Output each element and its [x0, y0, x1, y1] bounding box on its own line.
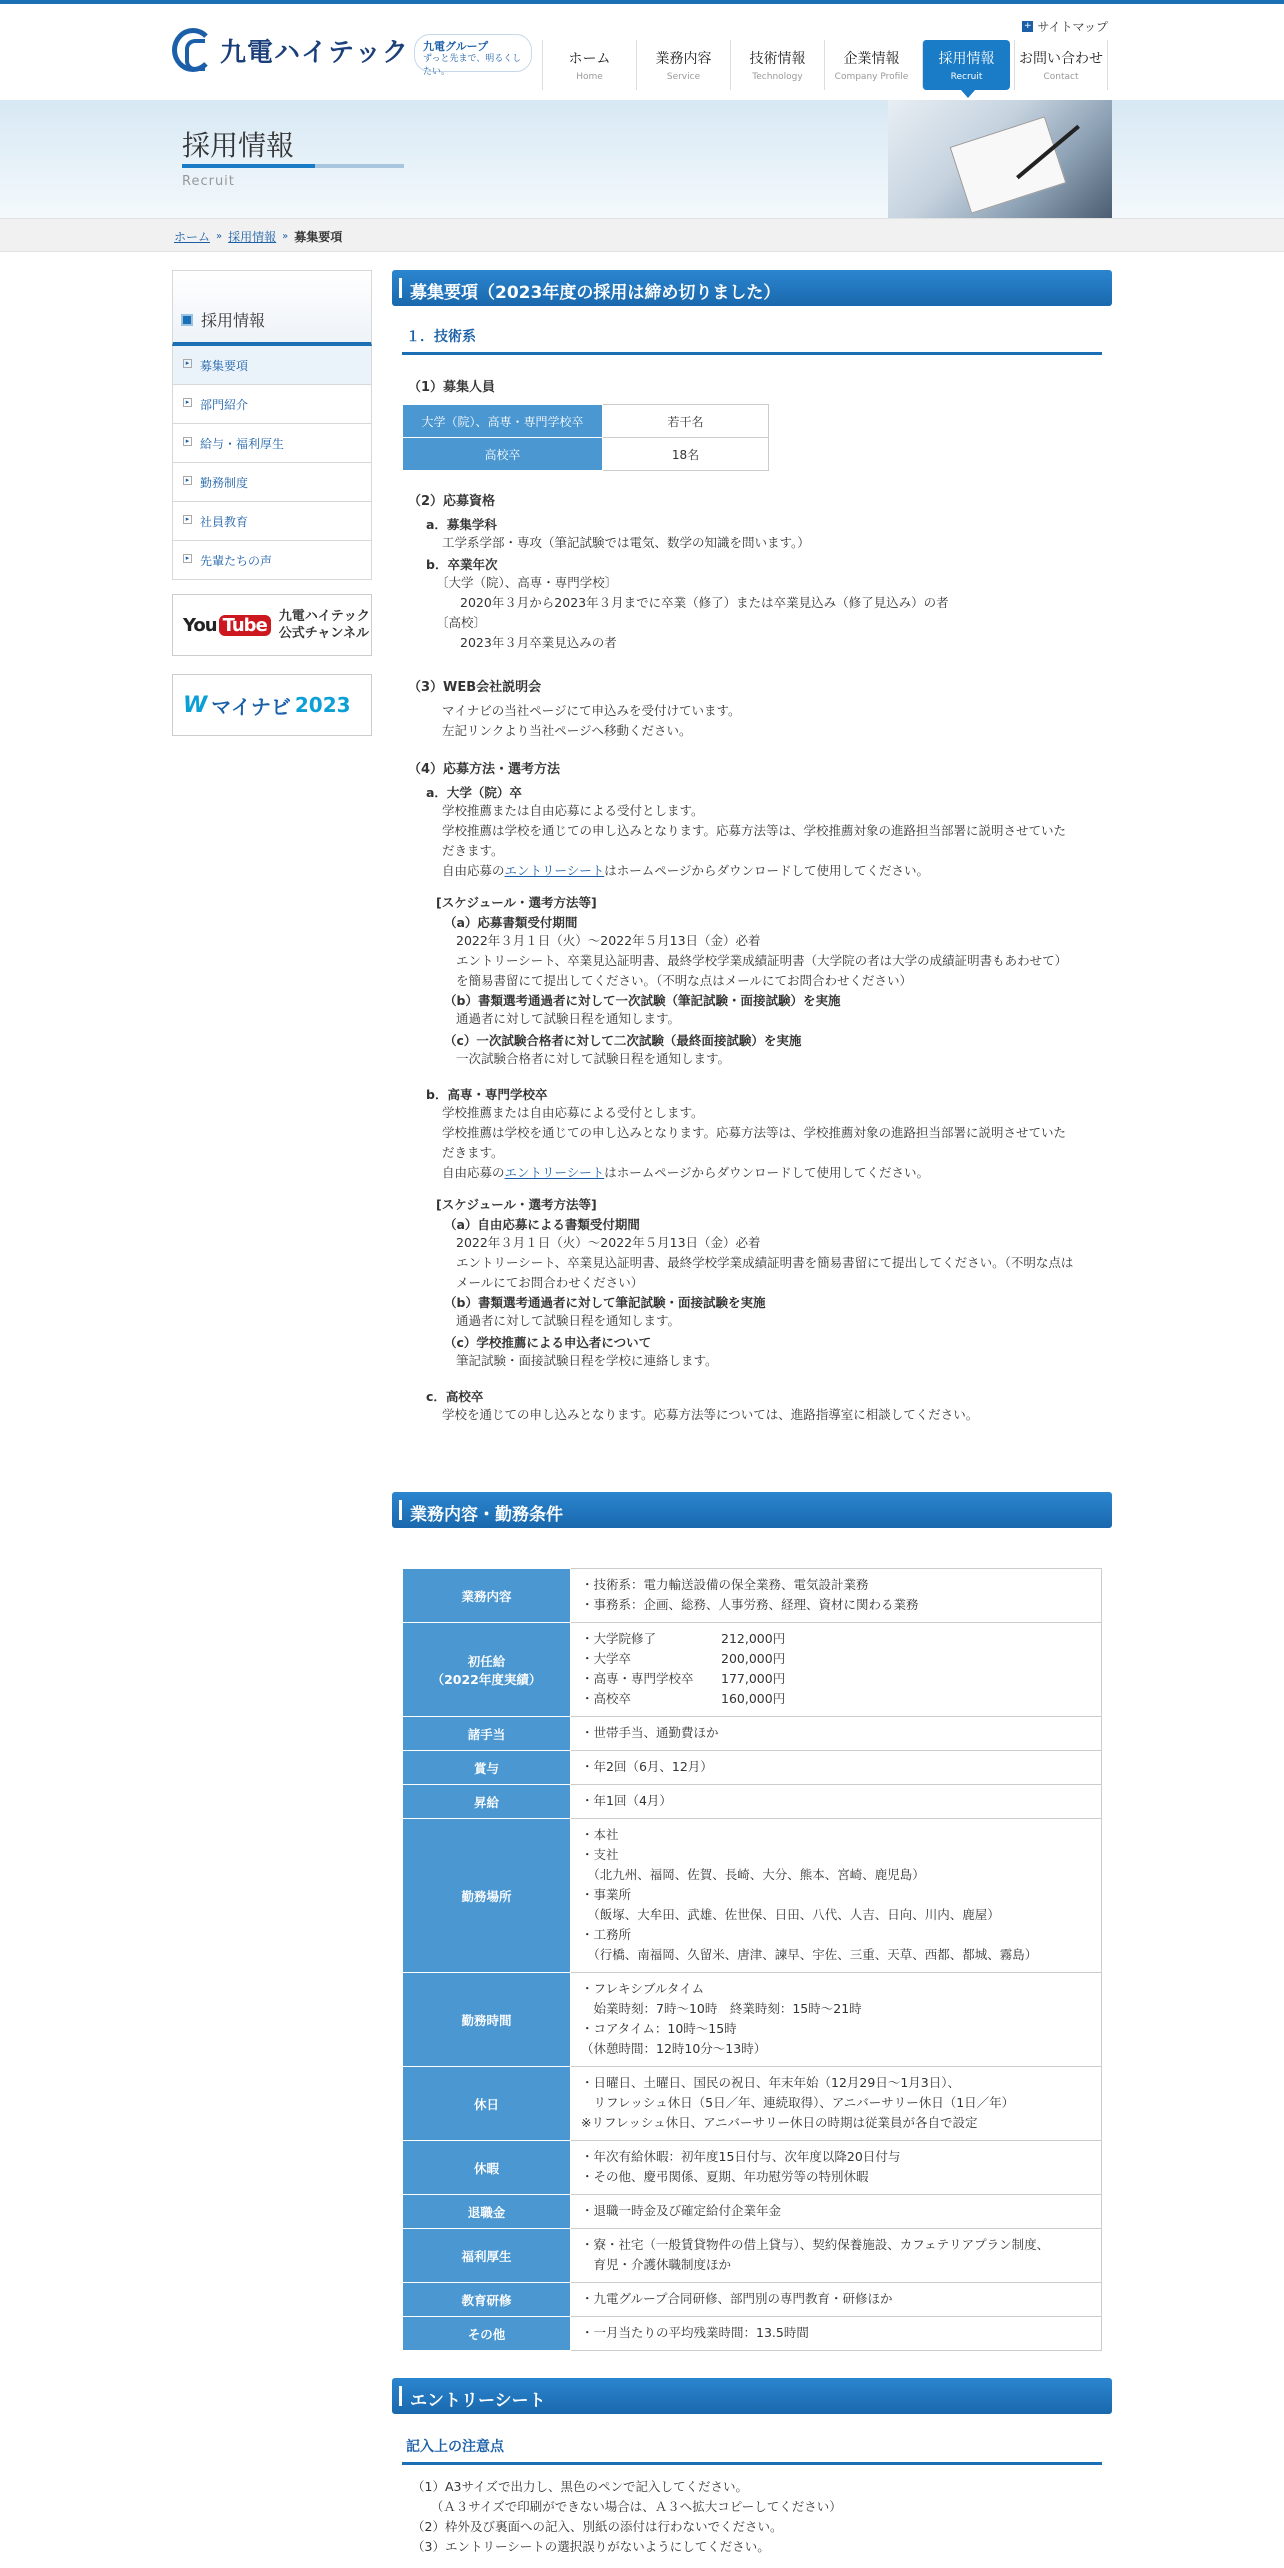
- table-row: [403, 405, 769, 438]
- nav-home-label: ホーム: [568, 51, 611, 67]
- apply-b-schedule-title: [スケジュール・選考方法等]: [436, 1197, 597, 1212]
- nav-service[interactable]: [636, 40, 730, 90]
- table-cell: 若干名: [603, 405, 769, 438]
- salary-value: 177,000円: [721, 1671, 786, 1686]
- breadcrumb-recruit[interactable]: 採用情報: [228, 230, 277, 244]
- youtube-logo-you: You: [183, 614, 217, 636]
- cell-line: ・本社: [581, 1827, 619, 1842]
- sidebar-item-salary[interactable]: [172, 424, 372, 463]
- cell-line: ・支社: [581, 1847, 619, 1862]
- entry-sheet-link[interactable]: エントリーシート: [504, 863, 605, 878]
- table-cell: ・九電グループ合同研修、部門別の専門教育・研修ほか: [571, 2283, 1102, 2317]
- table-cell: [571, 2067, 1102, 2141]
- salary-row: [581, 1629, 1091, 1649]
- logo-text: 九電ハイテック: [220, 37, 410, 68]
- cell-line: ※リフレッシュ休日、アニバーサリー休日の時期は従業員が各自で設定: [581, 2115, 978, 2130]
- subheading-technical: １．技術系: [402, 326, 1102, 355]
- table-row: [403, 2283, 1102, 2317]
- breadcrumb-current: 募集要項: [294, 230, 343, 244]
- salary-value: 160,000円: [721, 1691, 786, 1706]
- cell-line: リフレッシュ休日（5日／年、連続取得）、アニバーサリー休日（1日／年）: [581, 2095, 1015, 2110]
- apply-b-step1-line2: エントリーシート、卒業見込証明書、最終学校学業成績証明書を簡易書留にて提出してください。（不明な点は: [456, 1255, 1074, 1270]
- section-heading-requirements: 募集要項（2023年度の採用は締め切りました）: [392, 270, 1112, 306]
- youtube-logo-tube: Tube: [219, 615, 271, 636]
- nav-home[interactable]: [542, 40, 636, 90]
- youtube-banner-line2: 公式チャンネル: [278, 626, 370, 641]
- arrow-right-icon: ▸: [183, 476, 192, 485]
- table-cell: ・世帯手当、通勤費ほか: [571, 1717, 1102, 1751]
- apply-method-block: [392, 758, 1112, 1425]
- web-line2: 左記リンクより当社ページへ移動ください。: [442, 723, 692, 738]
- title-underline: [182, 164, 404, 168]
- mynavi-mark-icon: W: [183, 692, 208, 718]
- breadcrumb-bar: [0, 218, 1284, 252]
- qual-a-title: a．募集学科: [426, 517, 497, 532]
- global-nav: [542, 40, 1108, 90]
- mynavi-banner[interactable]: [172, 674, 372, 736]
- apply-b-step2-line1: 通過者に対して試験日程を通知します。: [456, 1313, 681, 1328]
- table-row: [403, 1569, 1102, 1623]
- salary-key: ・大学卒: [581, 1651, 632, 1666]
- table-header-cell: 退職金: [403, 2195, 571, 2229]
- note-line: （2）枠外及び裏面への記入、別紙の添付は行わないでください。: [412, 2519, 783, 2534]
- sidebar-item-departments[interactable]: [172, 385, 372, 424]
- cell-line: （休憩時間：12時10分～13時）: [581, 2041, 767, 2056]
- logo-mark-icon: [172, 28, 214, 72]
- qual-b-title: b．卒業年次: [426, 557, 498, 572]
- nav-service-sublabel: Service: [666, 72, 701, 82]
- nav-company-sublabel: Company Profile: [834, 72, 909, 82]
- table-header-cell: 賞与: [403, 1751, 571, 1785]
- table-row: [403, 2067, 1102, 2141]
- page-title-band: [0, 100, 1284, 218]
- apply-a-step2-line1: 通過者に対して試験日程を通知します。: [456, 1011, 681, 1026]
- table-row: [403, 2195, 1102, 2229]
- nav-recruit-sublabel: Recruit: [950, 72, 983, 82]
- table-cell: ・年1回（4月）: [571, 1785, 1102, 1819]
- apply-a-title: a．大学（院）卒: [426, 785, 522, 800]
- table-header-cell: 大学（院）、高専・専門学校卒: [403, 405, 603, 438]
- salary-value: 200,000円: [721, 1651, 786, 1666]
- cell-line: ・寮・社宅（一般賃貸物件の借上貸与）、契約保養施設、カフェテリアプラン制度、: [581, 2237, 1050, 2252]
- table-header-cell: 諸手当: [403, 1717, 571, 1751]
- nav-recruit-label: 採用情報: [938, 51, 995, 67]
- main-content: [392, 270, 1112, 2554]
- recruit-count-table: [402, 404, 769, 471]
- section-heading-conditions: 業務内容・勤務条件: [392, 1492, 1112, 1528]
- sidebar-item-label: 勤務制度: [200, 476, 249, 490]
- cell-line: （飯塚、大牟田、武雄、佐世保、日田、八代、人吉、日向、川内、鹿屋）: [581, 1907, 1000, 1922]
- h-recruits: （1）募集人員: [408, 380, 496, 395]
- site-header: [0, 4, 1284, 100]
- subheading-notes: 記入上の注意点: [402, 2436, 1102, 2465]
- apply-c-line1: 学校を通じての申し込みとなります。応募方法等については、進路指導室に相談してください。: [442, 1407, 979, 1422]
- company-logo[interactable]: [172, 28, 409, 72]
- nav-company-label: 企業情報: [843, 51, 900, 67]
- table-cell: [571, 1819, 1102, 1973]
- youtube-logo: [183, 615, 271, 636]
- cell-line: ・事業所: [581, 1887, 632, 1902]
- youtube-banner-text: [279, 608, 370, 642]
- cell-line: （北九州、福岡、佐賀、長崎、大分、熊本、宮崎、鹿児島）: [581, 1867, 925, 1882]
- apply-a-step1-line3: を簡易書留にて提出してください。（不明な点はメールにてお問合わせください）: [456, 973, 913, 988]
- table-row: [403, 2141, 1102, 2195]
- table-cell: [571, 1623, 1102, 1717]
- group-logo-slogan: ずっと先まで、明るくしたい。: [423, 54, 522, 77]
- group-logo-title: 九電グループ: [423, 40, 489, 53]
- nav-technology-label: 技術情報: [749, 51, 806, 67]
- table-row: [403, 1819, 1102, 1973]
- table-header-cell: 高校卒: [403, 438, 603, 471]
- cell-line: ・事務系：企画、総務、人事労務、経理、資材に関わる業務: [581, 1597, 919, 1612]
- qual-b-line3: 〔高校〕: [436, 615, 487, 630]
- sidebar: [172, 270, 372, 736]
- cell-line: 育児・介護休職制度ほか: [581, 2257, 732, 2272]
- arrow-right-icon: ▸: [183, 359, 192, 368]
- qualification-block: [392, 490, 1112, 653]
- table-cell: ・一月当たりの平均残業時間：13.5時間: [571, 2317, 1102, 2351]
- apply-b-step1: （a）自由応募による書類受付期間: [444, 1217, 640, 1232]
- sidebar-item-label: 給与・福利厚生: [200, 437, 285, 451]
- table-header-cell: 休日: [403, 2067, 571, 2141]
- apply-a-step1: （a）応募書類受付期間: [444, 915, 578, 930]
- apply-b-line4: [442, 1163, 1112, 1183]
- cell-line: ・技術系：電力輸送設備の保全業務、電気設計業務: [581, 1577, 869, 1592]
- header-photo: [888, 100, 1112, 218]
- mynavi-text: マイナビ: [211, 694, 291, 719]
- salary-key: ・高専・専門学校卒: [581, 1671, 694, 1686]
- apply-a-line2: 学校推薦は学校を通じての申し込みとなります。応募方法等は、学校推薦対象の進路担当部署に説明させていた: [442, 823, 1067, 838]
- mynavi-year: 2023: [294, 693, 351, 717]
- apply-a-schedule-title: [スケジュール・選考方法等]: [436, 895, 597, 910]
- plus-icon: +: [1024, 21, 1032, 31]
- table-row: [403, 1785, 1102, 1819]
- arrow-right-icon: ▸: [183, 554, 192, 563]
- nav-home-sublabel: Home: [576, 72, 603, 82]
- table-header-cell: 休暇: [403, 2141, 571, 2195]
- text-span: 自由応募の: [442, 863, 505, 878]
- salary-row: [581, 1689, 1091, 1709]
- arrow-right-icon: ▸: [183, 515, 192, 524]
- nav-company[interactable]: [824, 40, 918, 90]
- apply-a-step1-line2: エントリーシート、卒業見込証明書、最終学校学業成績証明書（大学院の者は大学の成績証明書もあわせて）: [456, 953, 1068, 968]
- apply-b-line2: 学校推薦は学校を通じての申し込みとなります。応募方法等は、学校推薦対象の進路担当部署に説明させていた: [442, 1125, 1067, 1140]
- note-line: （1）A3サイズで出力し、黒色のペンで記入してください。: [412, 2479, 748, 2494]
- entry-sheet-link[interactable]: エントリーシート: [504, 1165, 605, 1180]
- note-line: （Ａ３サイズで印刷ができない場合は、Ａ３へ拡大コピーしてください）: [412, 2499, 842, 2514]
- text-span: 自由応募の: [442, 1165, 505, 1180]
- table-header-cell: 勤務場所: [403, 1819, 571, 1973]
- arrow-right-icon: ▸: [183, 437, 192, 446]
- salary-key: ・高校卒: [581, 1691, 632, 1706]
- cell-line: ・その他、慶弔関係、夏期、年功慰労等の特別休暇: [581, 2169, 869, 2184]
- breadcrumb-home[interactable]: ホーム: [174, 230, 211, 244]
- table-cell: [571, 2229, 1102, 2283]
- page-title-en: Recruit: [182, 174, 235, 189]
- web-line1: マイナビの当社ページにて申込みを受付けています。: [442, 703, 741, 718]
- salary-key: ・大学院修了: [581, 1631, 657, 1646]
- table-cell: [571, 1973, 1102, 2067]
- breadcrumb: [174, 228, 342, 245]
- nav-contact-label: お問い合わせ: [1019, 51, 1103, 67]
- apply-a-step1-line1: 2022年３月１日（火）～2022年５月13日（金）必着: [456, 933, 761, 948]
- qual-a-text: 工学系学部・専攻（筆記試験では電気、数学の知識を問います。）: [442, 535, 810, 550]
- sidebar-title: 採用情報: [201, 311, 266, 330]
- sidebar-item-label: 先輩たちの声: [200, 554, 273, 568]
- sidebar-item-voices[interactable]: [172, 541, 372, 580]
- youtube-banner-line1: 九電ハイテック: [278, 609, 370, 624]
- qual-b-line4: 2023年３月卒業見込みの者: [460, 635, 617, 650]
- sidebar-item-label: 募集要項: [200, 359, 249, 373]
- apply-b-step1-line1: 2022年３月１日（火）～2022年５月13日（金）必着: [456, 1235, 761, 1250]
- sitemap-link[interactable]: [1022, 18, 1108, 35]
- table-header-cell: 業務内容: [403, 1569, 571, 1623]
- salary-label-sub: （2022年度実績）: [431, 1671, 542, 1687]
- sidebar-item-label: 社員教育: [200, 515, 249, 529]
- sitemap-label: サイトマップ: [1037, 20, 1108, 34]
- chevron-right-icon: »: [282, 231, 289, 242]
- table-cell: ・退職一時金及び確定給付企業年金: [571, 2195, 1102, 2229]
- arrow-right-icon: ▸: [183, 398, 192, 407]
- sidebar-item-education[interactable]: [172, 502, 372, 541]
- salary-value: 212,000円: [721, 1631, 786, 1646]
- nav-service-label: 業務内容: [655, 51, 712, 67]
- text-span: はホームページからダウンロードして使用してください。: [604, 1165, 930, 1180]
- h-apply-method: （4）応募方法・選考方法: [408, 762, 561, 777]
- note-line: （3）エントリーシートの選択誤りがないようにしてください。: [412, 2539, 770, 2554]
- mynavi-logo: [183, 691, 351, 720]
- nav-recruit[interactable]: [922, 40, 1010, 90]
- youtube-channel-banner[interactable]: [172, 594, 372, 656]
- table-row: [403, 1751, 1102, 1785]
- apply-b-line3: だきます。: [442, 1145, 504, 1160]
- cell-line: 始業時刻：7時～10時 終業時刻：15時～21時: [581, 2001, 862, 2016]
- notepad-image: [950, 116, 1067, 213]
- apply-a-line3: だきます。: [442, 843, 504, 858]
- cell-line: （行橋、南福岡、久留米、唐津、諫早、宇佐、三重、天草、西都、都城、霧島）: [581, 1947, 1038, 1962]
- apply-b-step3: （c）学校推薦による申込者について: [444, 1335, 652, 1350]
- apply-a-step3: （c）一次試験合格者に対して二次試験（最終面接試験）を実施: [444, 1033, 802, 1048]
- apply-b-title: b．高専・専門学校卒: [426, 1087, 548, 1102]
- qual-b-line2: 2020年３月から2023年３月までに卒業（修了）または卒業見込み（修了見込み）の者: [460, 595, 949, 610]
- square-bullet-icon: [181, 314, 193, 326]
- nav-technology[interactable]: [730, 40, 824, 90]
- apply-a-line1: 学校推薦または自由応募による受付とします。: [442, 803, 704, 818]
- salary-row: [581, 1669, 1091, 1689]
- table-header-cell: 教育研修: [403, 2283, 571, 2317]
- apply-a-step3-line1: 一次試験合格者に対して試験日程を通知します。: [456, 1051, 731, 1066]
- salary-label: 初任給: [467, 1653, 506, 1669]
- apply-b-line1: 学校推薦または自由応募による受付とします。: [442, 1105, 704, 1120]
- table-row: [403, 438, 769, 471]
- table-header-cell: [403, 1623, 571, 1717]
- nav-contact[interactable]: [1014, 40, 1108, 90]
- apply-b-step3-line1: 筆記試験・面接試験日程を学校に連絡します。: [456, 1353, 718, 1368]
- apply-b-step2: （b）書類選考通過者に対して筆記試験・面接試験を実施: [444, 1295, 766, 1310]
- cell-line: ・日曜日、土曜日、国民の祝日、年末年始（12月29日～1月3日）、: [581, 2075, 960, 2090]
- page-title: 採用情報: [182, 129, 295, 162]
- cell-line: ・フレキシブルタイム: [581, 1981, 705, 1996]
- sidebar-header: [172, 270, 372, 346]
- table-row: [403, 2229, 1102, 2283]
- chevron-right-icon: »: [216, 231, 223, 242]
- table-cell: 18名: [603, 438, 769, 471]
- table-row: [403, 1973, 1102, 2067]
- apply-b-step1-line3: メールにてお問合わせください）: [456, 1275, 644, 1290]
- h-web-briefing: （3）WEB会社説明会: [408, 680, 542, 695]
- table-header-cell: その他: [403, 2317, 571, 2351]
- cell-line: ・年次有給休暇：初年度15日付与、次年度以降20日付与: [581, 2149, 901, 2164]
- apply-a-line4: [442, 861, 1112, 881]
- sidebar-item-label: 部門紹介: [200, 398, 249, 412]
- entry-notes-block: [392, 2436, 1112, 2557]
- table-row: [403, 1717, 1102, 1751]
- table-header-cell: 福利厚生: [403, 2229, 571, 2283]
- text-span: はホームページからダウンロードして使用してください。: [604, 863, 930, 878]
- table-cell: [571, 2141, 1102, 2195]
- sidebar-item-requirements[interactable]: [172, 346, 372, 385]
- table-row: [403, 2317, 1102, 2351]
- apply-a-step2: （b）書類選考通過者に対して一次試験（筆記試験・面接試験）を実施: [444, 993, 841, 1008]
- conditions-table: [402, 1568, 1102, 2351]
- table-header-cell: 昇給: [403, 1785, 571, 1819]
- web-briefing-block: [392, 676, 1112, 741]
- recruit-count-heading: [392, 376, 495, 395]
- section-heading-entry-sheet: エントリーシート: [392, 2378, 1112, 2414]
- table-cell: [571, 1569, 1102, 1623]
- group-logo[interactable]: [414, 34, 532, 77]
- cell-line: ・コアタイム：10時～15時: [581, 2021, 737, 2036]
- h-qualification: （2）応募資格: [408, 494, 496, 509]
- salary-row: [581, 1649, 1091, 1669]
- table-row: [403, 1623, 1102, 1717]
- nav-contact-sublabel: Contact: [1043, 72, 1079, 82]
- nav-technology-sublabel: Technology: [752, 72, 803, 82]
- table-header-cell: 勤務時間: [403, 1973, 571, 2067]
- qual-b-line1: 〔大学（院）、高専・専門学校〕: [436, 575, 618, 590]
- table-cell: ・年2回（6月、12月）: [571, 1751, 1102, 1785]
- cell-line: ・工務所: [581, 1927, 632, 1942]
- apply-c-title: c．高校卒: [426, 1389, 484, 1404]
- sidebar-item-work-system[interactable]: [172, 463, 372, 502]
